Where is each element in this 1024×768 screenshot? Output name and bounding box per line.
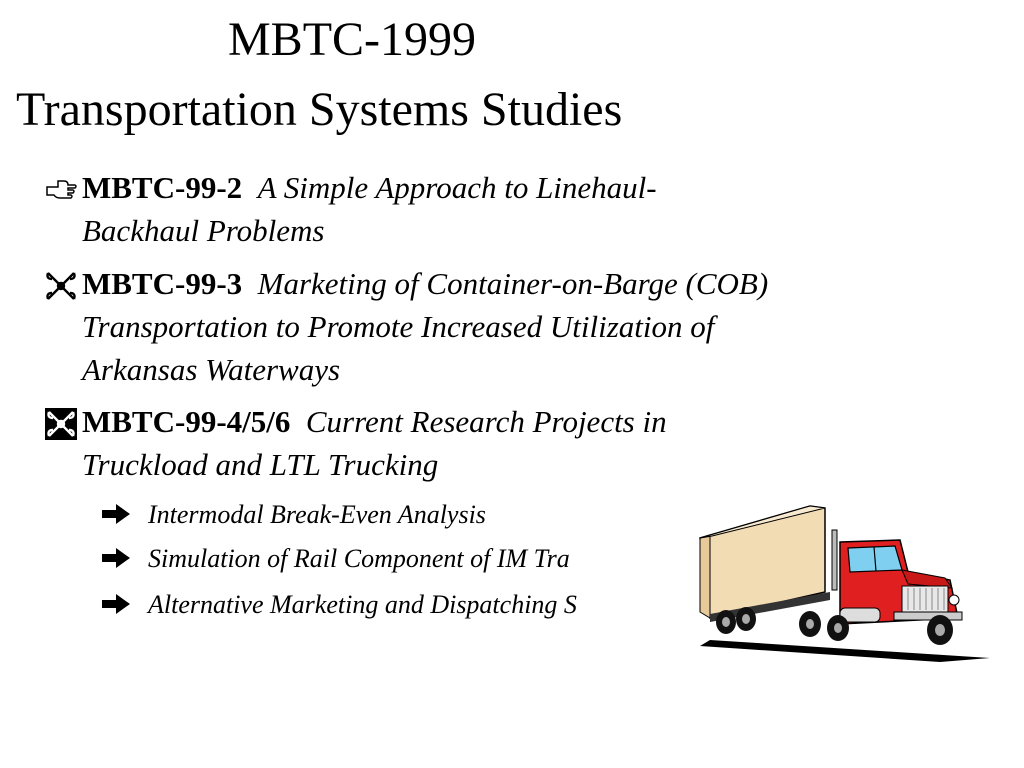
study-title: Marketing of Container-on-Barge (COB) [257,266,769,301]
right-arrow-icon [100,592,132,616]
study-item-1 [0,166,990,256]
study-code: MBTC-99-4/5/6 [82,404,291,439]
study-title-cont-2: Arkansas Waterways [82,352,341,387]
study-item-1-text [82,166,982,252]
study-title-cont: Backhaul Problems [82,213,325,248]
sub-item-label: Simulation of Rail Component of IM Tra [148,544,570,573]
semi-truck-clipart [690,500,1000,670]
sub-item-label: Alternative Marketing and Dispatching S [148,590,577,619]
study-title: A Simple Approach to Linehaul- [257,170,657,205]
study-code: MBTC-99-3 [82,266,243,301]
study-title-cont: Truckload and LTL Trucking [82,447,439,482]
pointing-hand-icon [44,173,78,207]
study-item-2 [0,262,990,397]
study-item-3-text [82,400,982,486]
flourish-icon [44,269,78,303]
title-line-1: MBTC-1999 [228,13,477,66]
study-title-cont: Transportation to Promote Increased Utilization of [82,309,715,344]
flourish-box-icon [44,407,78,441]
right-arrow-icon [100,502,132,526]
study-title: Current Research Projects in [305,404,667,439]
sub-item-label: Intermodal Break-Even Analysis [148,500,486,529]
study-item-2-text [82,262,982,391]
right-arrow-icon [100,546,132,570]
title-line-2: Transportation Systems Studies [16,83,623,136]
study-item-3 [0,400,990,490]
study-code: MBTC-99-2 [82,170,243,205]
